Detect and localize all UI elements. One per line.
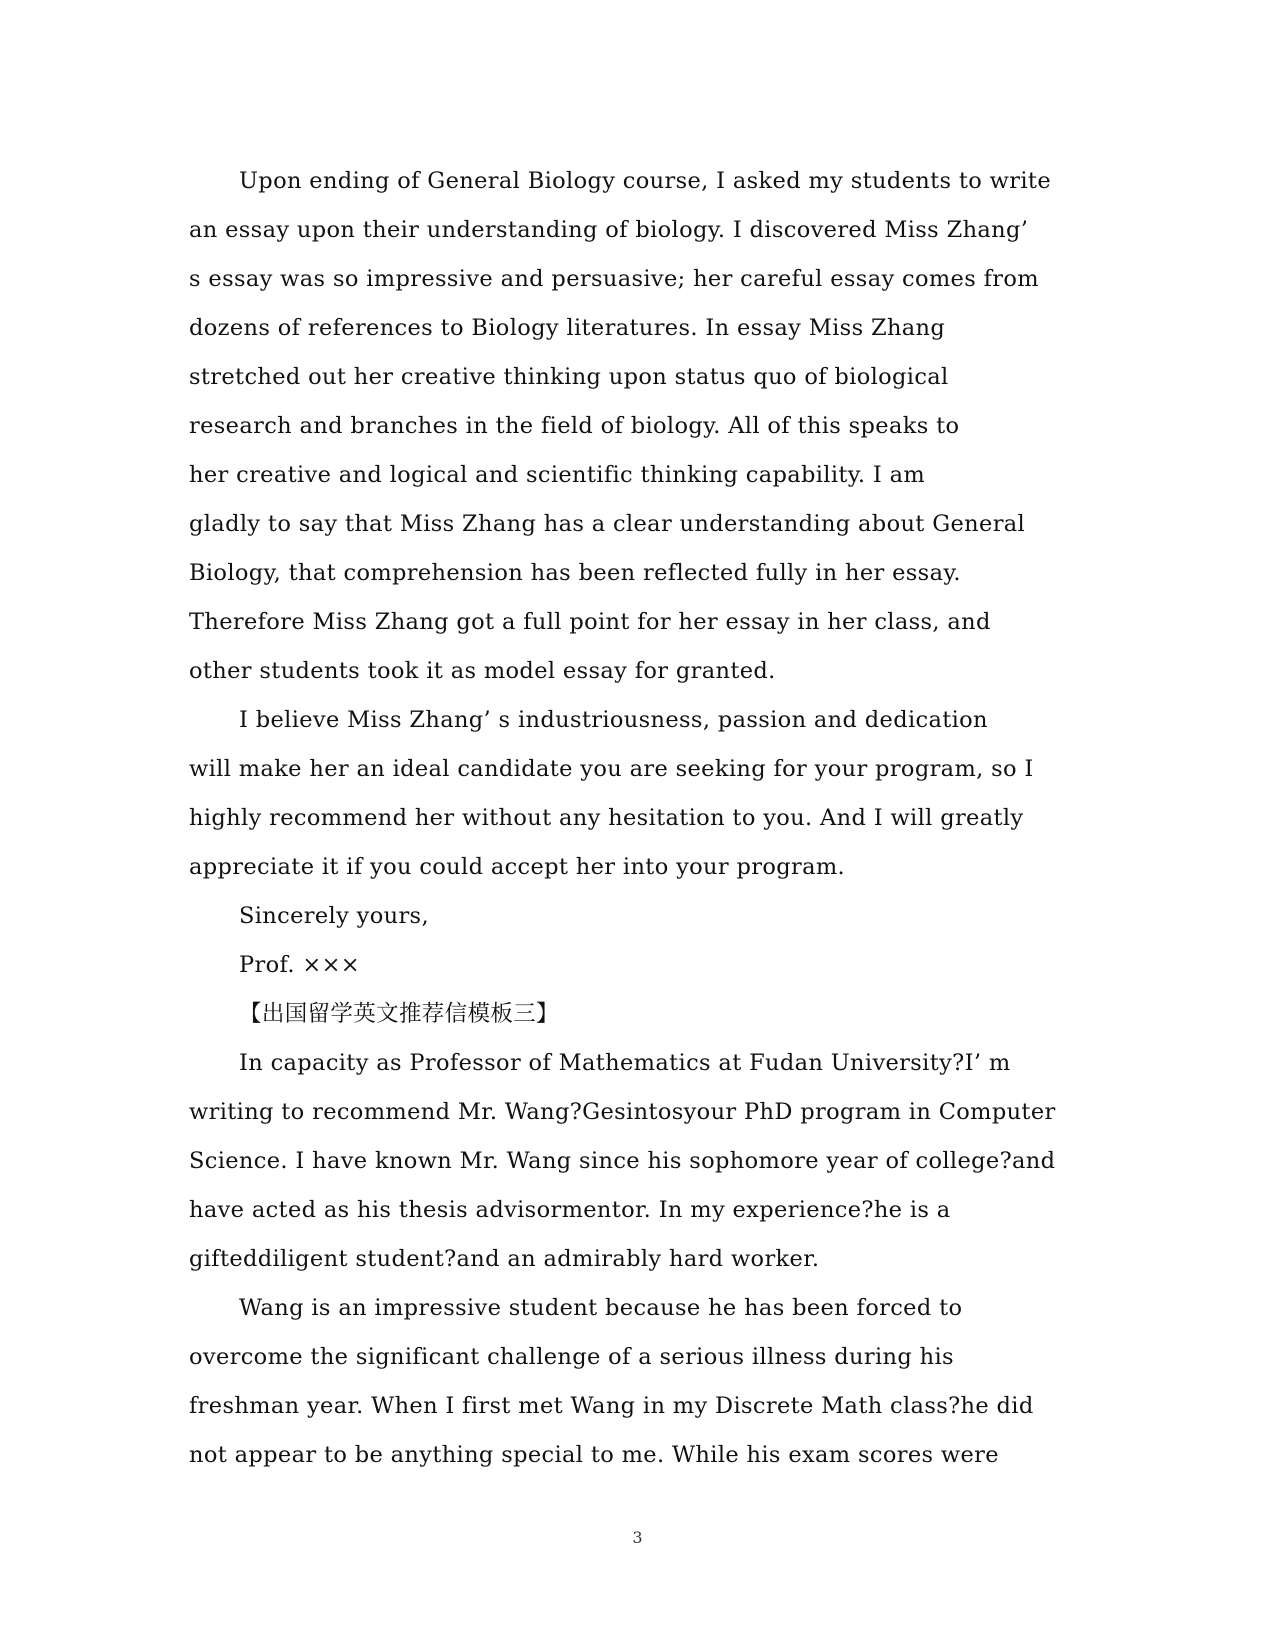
- text-line: appreciate it if you could accept her into your program.: [189, 854, 846, 880]
- signature: Prof. ×××: [239, 952, 360, 978]
- closing-salutation: Sincerely yours,: [239, 903, 429, 929]
- text-line: s essay was so impressive and persuasive; her careful essay comes from: [189, 266, 1039, 292]
- text-line: In capacity as Professor of Mathematics at Fudan University?I’ m: [239, 1050, 1011, 1076]
- text-line: Wang is an impressive student because he has been forced to: [239, 1295, 963, 1321]
- text-line: Upon ending of General Biology course, I asked my students to write: [239, 168, 1051, 194]
- body-text: [189, 157, 1089, 1480]
- text-line: an essay upon their understanding of biology. I discovered Miss Zhang’: [189, 217, 1029, 243]
- text-line: gifteddiligent student?and an admirably hard worker.: [189, 1246, 820, 1272]
- text-line: other students took it as model essay for granted.: [189, 658, 776, 684]
- text-line: not appear to be anything special to me. While his exam scores were: [189, 1442, 999, 1468]
- text-line: freshman year. When I first met Wang in my Discrete Math class?he did: [189, 1393, 1034, 1419]
- text-line: highly recommend her without any hesitation to you. And I will greatly: [189, 805, 1024, 831]
- text-line: Science. I have known Mr. Wang since his sophomore year of college?and: [189, 1148, 1056, 1174]
- text-line: dozens of references to Biology literatures. In essay Miss Zhang: [189, 315, 946, 341]
- text-line: Therefore Miss Zhang got a full point for her essay in her class, and: [189, 609, 991, 635]
- text-line: stretched out her creative thinking upon status quo of biological: [189, 364, 949, 390]
- section-heading: 【出国留学英文推荐信模板三】: [239, 1001, 559, 1027]
- text-line: Biology, that comprehension has been reflected fully in her essay.: [189, 560, 961, 586]
- text-line: her creative and logical and scientific thinking capability. I am: [189, 462, 926, 488]
- text-line: will make her an ideal candidate you are seeking for your program, so I: [189, 756, 1034, 782]
- text-line: writing to recommend Mr. Wang?Gesintosyour PhD program in Computer: [189, 1099, 1056, 1125]
- text-line: I believe Miss Zhang’ s industriousness, passion and dedication: [239, 707, 988, 733]
- text-line: overcome the significant challenge of a serious illness during his: [189, 1344, 954, 1370]
- text-line: research and branches in the field of biology. All of this speaks to: [189, 413, 960, 439]
- page-number: 3: [632, 1528, 643, 1547]
- text-line: gladly to say that Miss Zhang has a clear understanding about General: [189, 511, 1026, 537]
- text-line: have acted as his thesis advisormentor. In my experience?he is a: [189, 1197, 951, 1223]
